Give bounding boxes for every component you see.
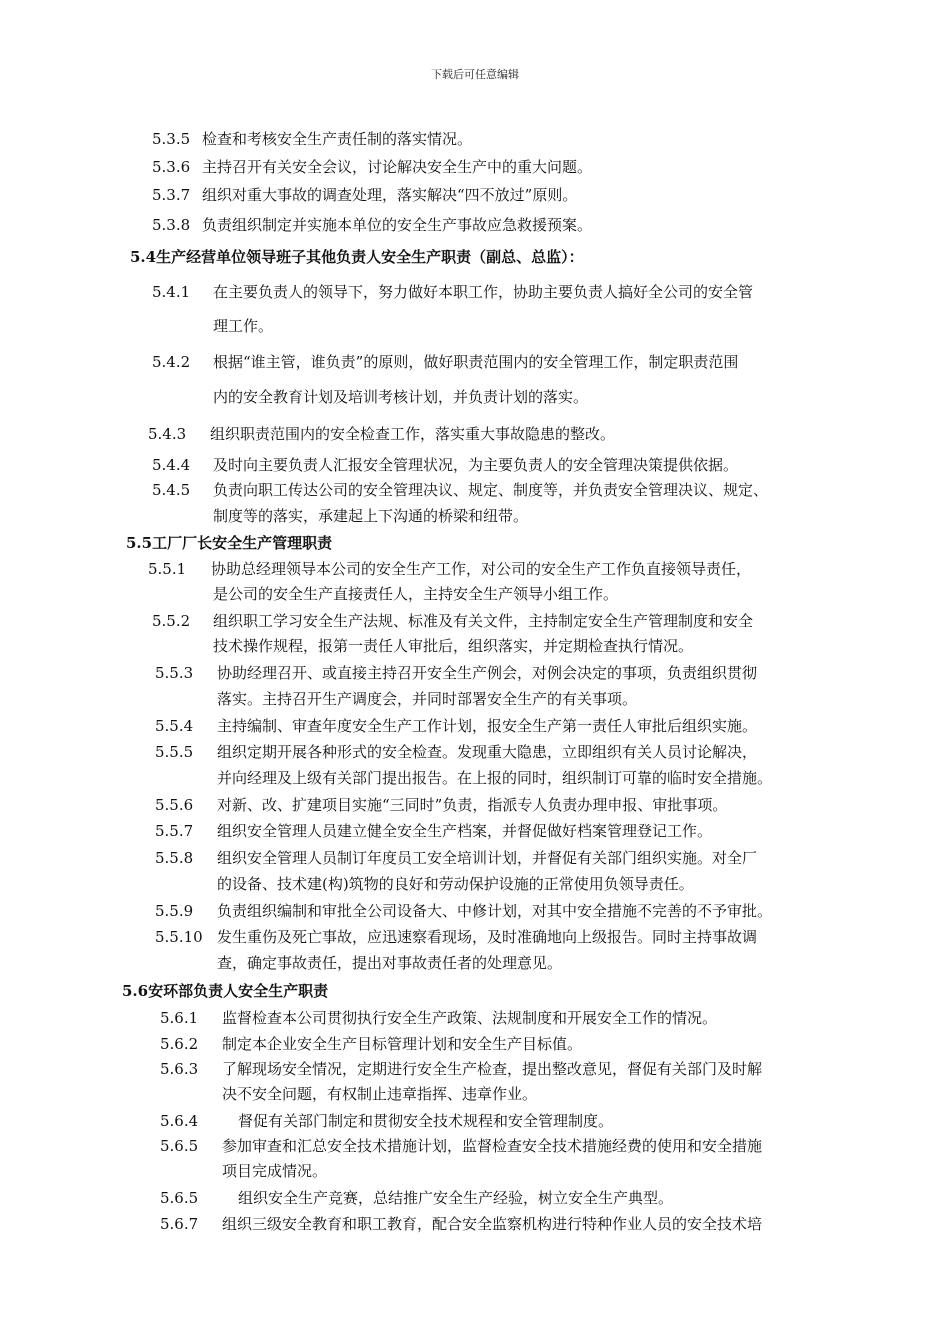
clause-number: 5.6.5 <box>160 1137 199 1155</box>
clause-number: 5.5.9 <box>155 902 194 920</box>
clause-text: 组织安全管理人员制订年度员工安全培训计划，并督促有关部门组织实施。对全厂 <box>217 849 758 867</box>
clause-text: 及时向主要负责人汇报安全管理状况，为主要负责人的安全管理决策提供依据。 <box>213 456 739 474</box>
clause-text: 组织对重大事故的调查处理，落实解决“四不放过”原则。 <box>202 186 578 204</box>
clause-number: 5.5.7 <box>155 822 194 840</box>
clause-text: 负责向职工传达公司的安全管理决议、规定、制度等，并负责安全管理决议、规定、 <box>213 481 769 499</box>
clause-number: 5.6.3 <box>160 1060 199 1078</box>
clause-number: 5.6.5 <box>160 1189 199 1207</box>
clause-text: 对新、改、扩建项目实施“三同时”负责，指派专人负责办理申报、审批事项。 <box>217 796 728 814</box>
clause-number: 5.5.5 <box>155 743 194 761</box>
clause-continuation: 决不安全问题，有权制止违章指挥、违章作业。 <box>222 1085 538 1103</box>
clause-continuation: 技术操作规程，报第一责任人审批后，组织落实，并定期检查执行情况。 <box>213 637 694 655</box>
clause-continuation: 落实。主持召开生产调度会，并同时部署安全生产的有关事项。 <box>217 690 638 708</box>
clause-continuation: 制度等的落实，承建起上下沟通的桥梁和纽带。 <box>213 507 529 525</box>
clause-text: 参加审查和汇总安全技术措施计划，监督检查安全技术措施经费的使用和安全措施 <box>222 1137 763 1155</box>
clause-number: 5.6.7 <box>160 1215 199 1233</box>
clause-text: 主持召开有关安全会议，讨论解决安全生产中的重大问题。 <box>202 158 593 176</box>
section-heading: 5.5工厂厂长安全生产管理职责 <box>126 534 333 552</box>
clause-text: 组织安全管理人员建立健全安全生产档案，并督促做好档案管理登记工作。 <box>217 822 713 840</box>
clause-text: 监督检查本公司贯彻执行安全生产政策、法规制度和开展安全工作的情况。 <box>222 1009 718 1027</box>
clause-number: 5.4.5 <box>152 481 191 499</box>
clause-text: 组织职工学习安全生产法规、标准及有关文件，主持制定安全生产管理制度和安全 <box>213 612 754 630</box>
clause-number: 5.3.6 <box>152 158 191 176</box>
clause-text: 在主要负责人的领导下，努力做好本职工作，协助主要负责人搞好全公司的安全管 <box>213 283 754 301</box>
section-heading: 5.4生产经营单位领导班子其他负责人安全生产职责（副总、总监）： <box>130 248 584 266</box>
clause-text: 根据“谁主管，谁负责”的原则，做好职责范围内的安全管理工作，制定职责范围 <box>213 353 739 371</box>
clause-number: 5.5.3 <box>155 664 194 682</box>
clause-text: 负责组织编制和审批全公司设备大、中修计划，对其中安全措施不完善的不予审批。 <box>217 902 773 920</box>
section-heading: 5.6安环部负责人安全生产职责 <box>122 982 329 1000</box>
clause-text: 组织安全生产竞赛，总结推广安全生产经验，树立安全生产典型。 <box>238 1189 674 1207</box>
clause-text: 督促有关部门制定和贯彻安全技术规程和安全管理制度。 <box>238 1112 614 1130</box>
clause-number: 5.3.8 <box>152 216 191 234</box>
clause-continuation: 内的安全教育计划及培训考核计划，并负责计划的落实。 <box>213 388 589 406</box>
clause-number: 5.6.1 <box>160 1009 199 1027</box>
clause-text: 检查和考核安全生产责任制的落实情况。 <box>202 130 473 148</box>
clause-number: 5.6.2 <box>160 1035 199 1053</box>
clause-continuation: 的设备、技术建(构)筑物的良好和劳动保护设施的正常使用负领导责任。 <box>217 875 694 893</box>
clause-continuation: 是公司的安全生产直接责任人，主持安全生产领导小组工作。 <box>213 585 619 603</box>
clause-number: 5.5.8 <box>155 849 194 867</box>
clause-number: 5.5.4 <box>155 717 194 735</box>
clause-continuation: 查，确定事故责任，提出对事故责任者的处理意见。 <box>217 954 563 972</box>
clause-text: 发生重伤及死亡事故，应迅速察看现场，及时准确地向上级报告。同时主持事故调 <box>217 928 758 946</box>
clause-text: 协助总经理领导本公司的安全生产工作，对公司的安全生产工作负直接领导责任， <box>211 560 752 578</box>
clause-number: 5.3.5 <box>152 130 191 148</box>
clause-number: 5.4.2 <box>152 353 191 371</box>
clause-text: 主持编制、审查年度安全生产工作计划，报安全生产第一责任人审批后组织实施。 <box>217 717 758 735</box>
clause-number: 5.6.4 <box>160 1112 199 1130</box>
clause-continuation: 项目完成情况。 <box>222 1162 328 1180</box>
clause-text: 负责组织制定并实施本单位的安全生产事故应急救援预案。 <box>202 216 593 234</box>
clause-text: 了解现场安全情况，定期进行安全生产检查，提出整改意见，督促有关部门及时解 <box>222 1060 763 1078</box>
clause-number: 5.5.2 <box>152 612 191 630</box>
clause-text: 组织三级安全教育和职工教育，配合安全监察机构进行特种作业人员的安全技术培 <box>222 1215 763 1233</box>
clause-text: 制定本企业安全生产目标管理计划和安全生产目标值。 <box>222 1035 583 1053</box>
clause-number: 5.5.1 <box>148 560 187 578</box>
clause-text: 组织定期开展各种形式的安全检查。发现重大隐患，立即组织有关人员讨论解决， <box>217 743 758 761</box>
clause-continuation: 并向经理及上级有关部门提出报告。在上报的同时，组织制订可靠的临时安全措施。 <box>217 769 773 787</box>
clause-text: 组织职责范围内的安全检查工作，落实重大事故隐患的整改。 <box>210 425 616 443</box>
clause-number: 5.4.4 <box>152 456 191 474</box>
clause-number: 5.4.1 <box>152 283 191 301</box>
clause-text: 协助经理召开、或直接主持召开安全生产例会，对例会决定的事项，负责组织贯彻 <box>217 664 758 682</box>
clause-number: 5.4.3 <box>148 425 187 443</box>
clause-number: 5.5.10 <box>155 928 203 946</box>
page-header: 下载后可任意编辑 <box>431 68 519 81</box>
clause-number: 5.3.7 <box>152 186 191 204</box>
clause-number: 5.5.6 <box>155 796 194 814</box>
clause-continuation: 理工作。 <box>213 317 274 335</box>
